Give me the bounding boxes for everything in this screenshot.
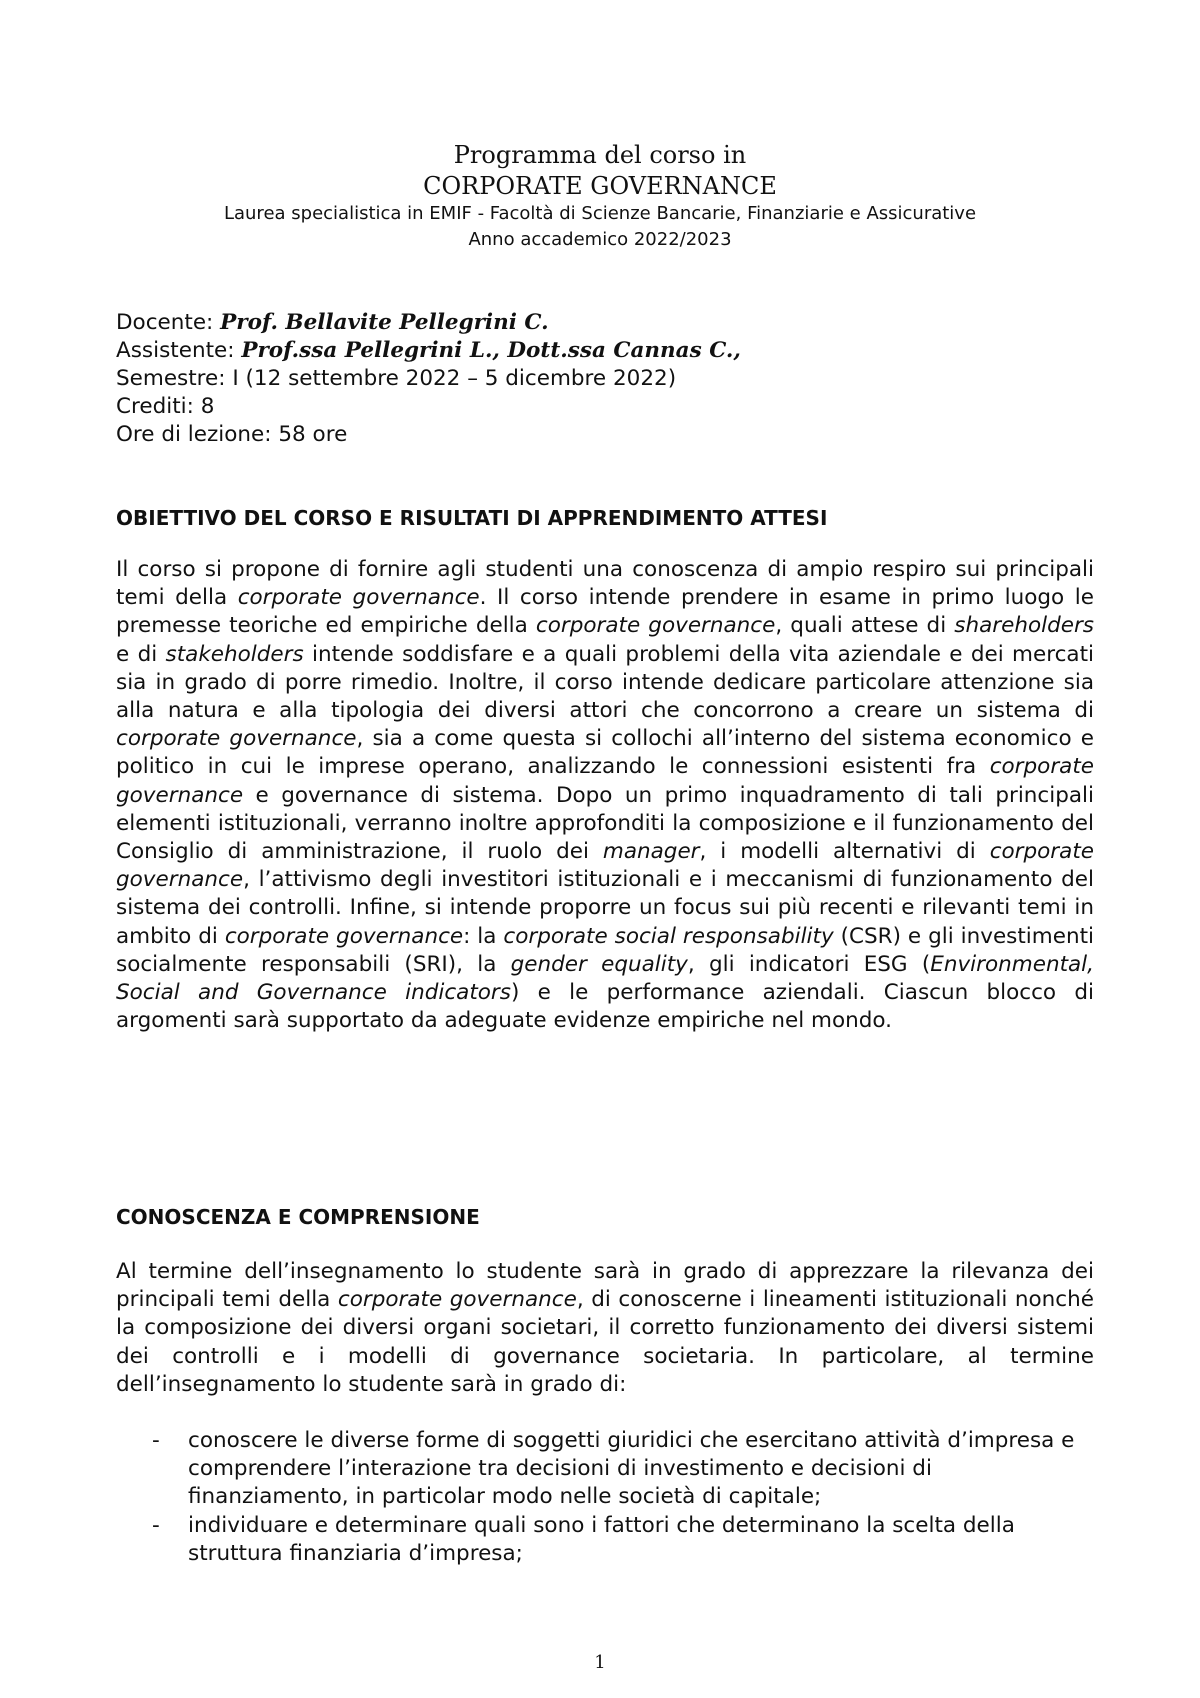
text-segment: intende soddisfare e a quali problemi della vita aziendale e dei mercati sia in grado di porre rimedio. Inoltre, il corso intende dedicare particolare attenzione sia alla natura e alla tipologia dei diversi attori che concorrono a creare un sistema di	[116, 641, 1094, 724]
italic-term: corporate governance	[116, 754, 1094, 808]
section-heading-conoscenza: CONOSCENZA E COMPRENSIONE	[116, 1205, 480, 1229]
assistente-line	[116, 337, 741, 365]
italic-term: corporate governance	[224, 923, 464, 949]
italic-term: manager	[602, 839, 700, 865]
italic-term: corporate governance	[337, 1287, 577, 1313]
text-segment: . Il corso intende prendere in esame in primo luogo le premesse teoriche ed empiriche della	[116, 585, 1094, 639]
crediti-line: Crediti: 8	[116, 394, 215, 419]
text-segment: ) e le performance aziendali. Ciascun blocco di argomenti sarà supportato da adeguate evidenze empiriche nel mondo.	[116, 980, 1094, 1034]
list-item	[116, 1427, 1094, 1512]
document-header	[0, 140, 1200, 253]
list-item-text: conoscere le diverse forme di soggetti giuridici che esercitano attività d’impresa e comprendere l’interazione tra decisioni di investimento e decisioni di finanziamento, in particolar modo nelle società di capitale;	[188, 1428, 1075, 1510]
text-segment: Al termine dell’insegnamento lo studente sarà in grado di apprezzare la rilevanza dei principali temi della	[116, 1259, 1094, 1313]
text-segment: , i modelli alternativi di	[699, 839, 990, 865]
course-title: CORPORATE GOVERNANCE	[423, 172, 777, 200]
course-info	[116, 309, 741, 449]
program-line: Programma del corso in	[453, 141, 747, 169]
list-item-text: individuare e determinare quali sono i fattori che determinano la scelta della struttura finanziaria d’impresa;	[188, 1512, 1015, 1566]
section-paragraph-obiettivo	[116, 556, 1094, 1035]
docente-label: Docente:	[116, 310, 221, 335]
text-segment: , l’attivismo degli investitori istituzionali e i meccanismi di funzionamento del sistema dei controlli. Infine, si intende proporre un focus sui più recenti e rilevanti temi in ambito di	[116, 867, 1094, 949]
ore-line: Ore di lezione: 58 ore	[116, 422, 348, 447]
text-segment: , quali attese di	[775, 613, 955, 639]
section-paragraph-conoscenza	[116, 1258, 1094, 1399]
docente-value: Prof. Bellavite Pellegrini C.	[220, 310, 549, 335]
list-bullet: -	[152, 1512, 160, 1538]
text-segment: e governance di sistema. Dopo un primo inquadramento di tali principali elementi istituzionali, verranno inoltre approfonditi la composizione e il funzionamento del Consiglio di amministrazione, il ruolo dei	[116, 782, 1094, 865]
learning-outcomes-list	[116, 1427, 1094, 1568]
assistente-value: Prof.ssa Pellegrini L., Dott.ssa Cannas C.,	[241, 338, 741, 363]
assistente-label: Assistente:	[116, 338, 242, 363]
italic-term: Environmental, Social and Governance indicators	[116, 951, 1094, 1006]
italic-term: corporate governance	[116, 839, 1094, 893]
italic-term: corporate governance	[116, 726, 357, 752]
list-bullet: -	[152, 1428, 160, 1453]
italic-term: corporate governance	[237, 585, 480, 611]
list-item	[116, 1512, 1094, 1568]
italic-term: gender equality	[510, 951, 688, 977]
italic-term: corporate governance	[535, 613, 776, 639]
italic-term: corporate social responsability	[503, 923, 834, 949]
academic-year: Anno accademico 2022/2023	[468, 229, 732, 250]
text-segment: , di conoscerne i lineamenti istituzionali nonché la composizione dei diversi organi societari, il corretto funzionamento dei diversi sistemi dei controlli e i modelli di governance societaria. In particolare, al termine dell’insegnamento lo studente sarà in grado di:	[116, 1287, 1094, 1397]
text-segment: , gli indicatori ESG (	[687, 951, 931, 977]
text-segment: Il corso si propone di fornire agli studenti una conoscenza di ampio respiro sui principali temi della	[116, 557, 1094, 611]
semestre-line: Semestre: I (12 settembre 2022 – 5 dicembre 2022)	[116, 366, 677, 391]
text-segment: (CSR) e gli investimenti socialmente responsabili (SRI), la	[116, 923, 1094, 977]
italic-term: shareholders	[954, 613, 1094, 639]
page-number: 1	[594, 1652, 606, 1673]
italic-term: stakeholders	[165, 641, 304, 667]
docente-line	[116, 309, 741, 337]
degree-line: Laurea specialistica in EMIF - Facoltà di Scienze Bancarie, Finanziarie e Assicurative	[223, 203, 977, 224]
text-segment: : la	[463, 923, 504, 949]
text-segment: , sia a come questa si collochi all’interno del sistema economico e politico in cui le imprese operano, analizzando le connessioni esistenti fra	[116, 726, 1094, 780]
section-heading-obiettivo: OBIETTIVO DEL CORSO E RISULTATI DI APPRENDIMENTO ATTESI	[116, 506, 828, 530]
text-segment: e di	[116, 641, 166, 667]
